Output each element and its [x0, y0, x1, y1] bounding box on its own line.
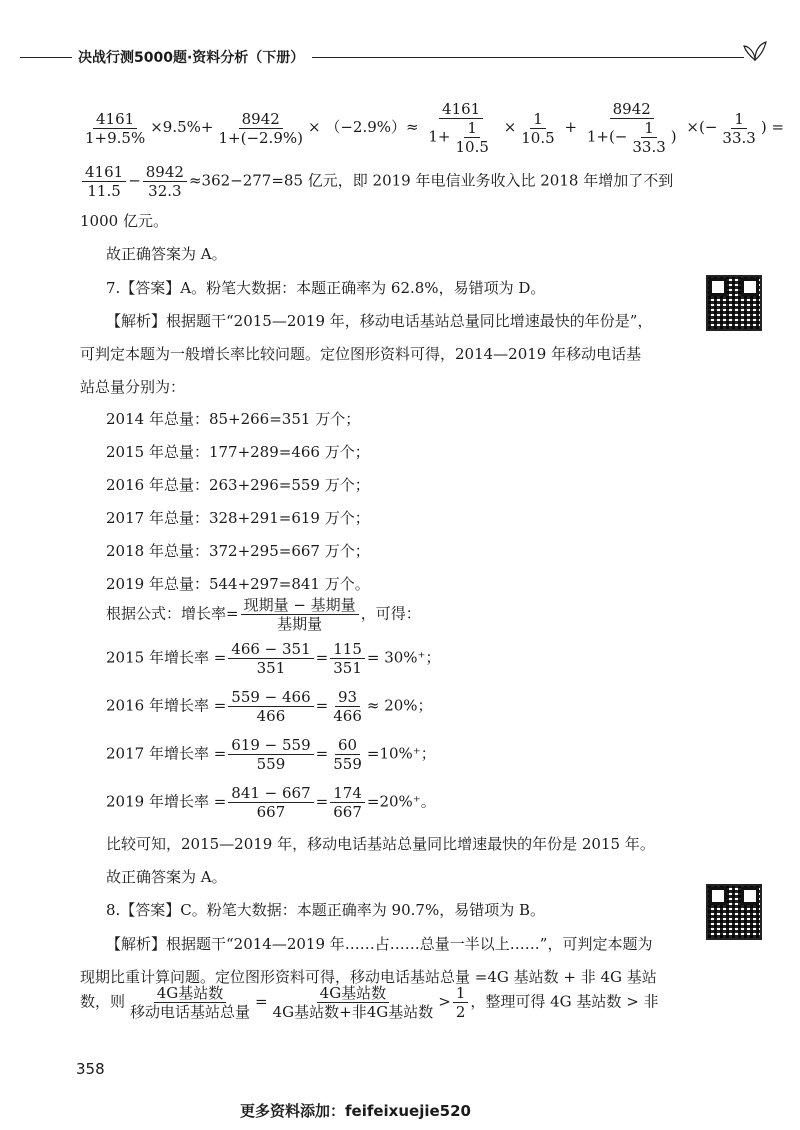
q7-analysis-1: 【解析】根据题干“2015—2019 年，移动电话基站总量同比增速最快的年份是”，: [106, 312, 653, 330]
q7-analysis-3: 站总量分别为：: [80, 378, 186, 396]
header-rule-right: [312, 57, 744, 58]
fraction: $\frac{60}{559}$: [333, 736, 362, 773]
q8-answer-line: 8.【答案】C。粉笔大数据：本题正确率为 90.7%，易错项为 B。: [106, 901, 546, 919]
rate-2016: 2016 年增长率 = $\frac{559 - 466}{466}$ = $\frac{93}{466}$ ≈ 20%；: [106, 688, 433, 725]
fraction: $\frac{4161}{1+9.5\%}$: [85, 109, 146, 147]
q7-compare: 比较可知，2015—2019 年，移动电话基站总量同比增速最快的年份是 2015 年。: [106, 835, 655, 853]
fraction: $\frac{466 - 351}{351}$: [228, 640, 313, 677]
q7-answer-line: 7.【答案】A。粉笔大数据：本题正确率为 62.8%，易错项为 D。: [106, 279, 546, 297]
fraction: $\frac{8942}{32.3}$: [143, 163, 187, 200]
rate-2015: 2015 年增长率 = $\frac{466 - 351}{351}$ = $\frac{115}{351}$ = 30%⁺；: [106, 640, 441, 677]
total-2019: 2019 年总量：544+297=841 万个。: [106, 575, 370, 593]
total-2015: 2015 年总量：177+289=466 万个；: [106, 443, 370, 461]
rate-2019: 2019 年增长率 = $\frac{841 - 667}{667}$ = $\frac{174}{667}$ =20%⁺。: [106, 784, 436, 821]
fraction: $\frac{174}{667}$: [330, 784, 365, 821]
fraction: $\frac{4161}{11.5}$: [82, 163, 126, 200]
fraction: $\frac{619 - 559}{559}$: [228, 736, 313, 773]
fraction: $\frac{559 - 466}{466}$: [228, 688, 313, 725]
rate-2017: 2017 年增长率 = $\frac{619 - 559}{559}$ = $\frac{60}{559}$ =10%⁺；: [106, 736, 436, 773]
qr-code-q8: [706, 884, 762, 940]
fraction: $\frac{\text{4G基站数}}{\text{移动电话基站总量}}$: [130, 984, 251, 1021]
fraction: $\frac{93}{466}$: [333, 688, 362, 725]
q8-analysis-2: 现期比重计算问题。定位图形资料可得，移动电话基站总量 =4G 基站数 + 非 4G 基站: [80, 968, 657, 986]
fraction: $\frac{1}{10.5}$: [521, 109, 555, 147]
formula-top: $\frac{4161}{1+9.5\%}$ ×9.5%+ $\frac{8942}{1+(-2.9\%)}$ × （−2.9%）≈ 4161 1+ $\frac{1}{10.5}$ × $\frac{1}{10.5}$ + 8942 1+(− $\frac{1}{33.3}$ ) ×(− $\frac{1}{33.3}$ ) =: [80, 100, 784, 156]
growth-formula: 根据公式：增长率= $\frac{\text{现期量 − 基期量}}{\text{基期量}}$ ，可得：: [106, 596, 421, 633]
footer-note: 更多资料添加：feifeixuejie520: [240, 1102, 471, 1120]
total-2016: 2016 年总量：263+296=559 万个；: [106, 476, 370, 494]
fraction: 8942 1+(− $\frac{1}{33.3}$ ): [586, 100, 677, 156]
leaf-icon: [742, 40, 768, 66]
total-2014: 2014 年总量：85+266=351 万个；: [106, 410, 361, 428]
fraction: $\frac{115}{351}$: [330, 640, 365, 677]
fraction: 4161 1+ $\frac{1}{10.5}$: [428, 100, 489, 156]
q8-analysis-1: 【解析】根据题干“2014—2019 年……占……总量一半以上……”，可判定本题为: [106, 935, 653, 953]
fraction: $\frac{1}{2}$: [453, 984, 469, 1021]
fraction: $\frac{8942}{1+(-2.9\%)}$: [218, 109, 303, 147]
formula-second: $\frac{4161}{11.5}$ − $\frac{8942}{32.3}$ ≈362−277=85 亿元，即 2019 年电信业务收入比 2018 年增加了不到: [80, 163, 673, 200]
fraction: $\frac{\text{现期量 − 基期量}}{\text{基期量}}$: [241, 596, 359, 633]
q7-answer: 故正确答案为 A。: [106, 868, 227, 886]
formula-second-cont: 1000 亿元。: [80, 212, 168, 230]
total-2018: 2018 年总量：372+295=667 万个；: [106, 542, 370, 560]
page-number: 358: [76, 1060, 105, 1078]
header-title: 决战行测5000题·资料分析（下册）: [78, 50, 305, 66]
qr-code-q7: [706, 275, 762, 331]
total-2017: 2017 年总量：328+291=619 万个；: [106, 509, 370, 527]
fraction: $\frac{841 - 667}{667}$: [228, 784, 313, 821]
q7-analysis-2: 可判定本题为一般增长率比较问题。定位图形资料可得，2014—2019 年移动电话基: [80, 345, 642, 363]
header-rule-left: [20, 57, 72, 58]
answer-q6: 故正确答案为 A。: [106, 245, 227, 263]
fraction: $\frac{\text{4G基站数}}{\text{4G基站数+非4G基站数}}$: [272, 984, 434, 1021]
q8-analysis-3: 数，则 $\frac{\text{4G基站数}}{\text{移动电话基站总量}}$ = $\frac{\text{4G基站数}}{\text{4G基站数+非4G基站数}}$ > $\frac{1}{2}$ ，整理可得 4G 基站数 > 非: [80, 984, 659, 1021]
fraction: $\frac{1}{33.3}$: [722, 109, 756, 147]
